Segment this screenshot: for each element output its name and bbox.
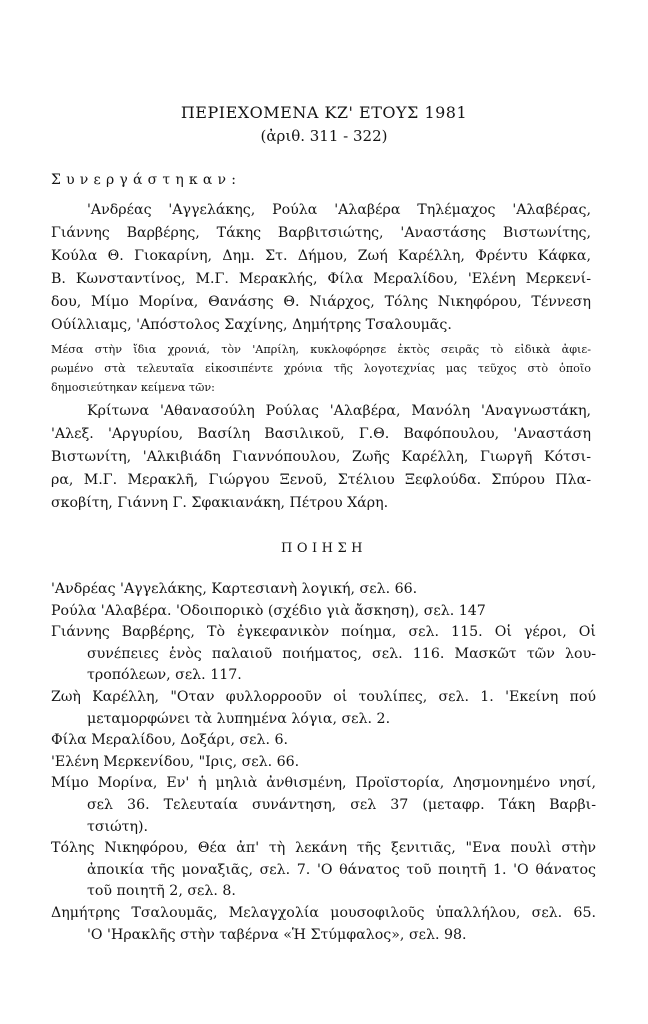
text-line: 'Ανδρέας 'Αγγελάκης, Ρούλα 'Αλαβέρα Τηλέμαχος 'Αλαβέρας,	[87, 202, 591, 218]
text-line: Κρίτωνα 'Αθανασούλη Ρούλας 'Αλαβέρα, Μανόλη 'Αναγνωστάκη,	[87, 403, 591, 419]
issue-range: (ἀριθ. 311 - 322)	[260, 127, 388, 145]
entry-line: Τόλης Νικηφόρου, Θέα ἀπ' τὴ λεκάνη τῆς ξενιτιᾶς, "Ενα πουλὶ στὴν	[51, 840, 596, 857]
text-line: 'Αλεξ. 'Αργυρίου, Βασίλη Βασιλικοῦ, Γ.Θ. Βαφόπουλου, 'Αναστάση	[51, 426, 591, 442]
text-line: Ούίλλιαμς, 'Απόστολος Σαχίνης, Δημήτρης Τσαλουμᾶς.	[51, 317, 452, 333]
page-title: ΠΕΡΙΕΧΟΜΕΝΑ ΚΖ' ΕΤΟΥΣ 1981	[180, 103, 468, 122]
text-line: Μέσα στὴν ἴδια χρονιά, τὸν 'Απρίλη, κυκλοφόρησε ἐκτὸς σειρᾶς τὸ εἰδικὰ ἀφιε-	[51, 343, 591, 356]
entry-line: τροπόλεων, σελ. 117.	[87, 667, 242, 684]
text-line: ρωμένο στὰ τελευταῖα εἰκοσιπέντε χρόνια τῆς λογοτεχνίας μας τεῦχος στὸ ὁποῖο	[51, 362, 591, 375]
text-line: ρα, Μ.Γ. Μερακλῆ, Γιώργου Ξενοῦ, Στέλιου Ξεφλούδα. Σπύρου Πλα-	[51, 472, 591, 488]
entry-line: Ρούλα 'Αλαβέρα. 'Οδοιπορικὸ (σχέδιο γιὰ ἄσκηση), σελ. 147	[51, 602, 486, 619]
text-line: Γιάννης Βαρβέρης, Τάκης Βαρβιτσιώτης, 'Αναστάσης Βιστωνίτης,	[51, 225, 591, 241]
entry-line: 'Ελένη Μερκενίδου, "Ιρις, σελ. 66.	[51, 753, 300, 770]
entry-line: τοῦ ποιητῆ 2, σελ. 8.	[87, 883, 236, 900]
text-line: σκοβίτη, Γιάννη Γ. Σφακιανάκη, Πέτρου Χάρη.	[51, 495, 389, 511]
text-line: Β. Κωνσταντίνος, Μ.Γ. Μερακλής, Φίλα Μεραλίδου, 'Ελένη Μερκενί-	[51, 271, 591, 287]
entry-line: Γιάννης Βαρβέρης, Τὸ ἐγκεφανικὸν ποίημα, σελ. 115. Οἱ γέροι, Οἱ	[51, 624, 596, 641]
special-issue-note	[51, 340, 591, 397]
entry-line: Δημήτρης Τσαλουμᾶς, Μελαγχολία μουσοφιλοῦς ὑπαλλήλου, σελ. 65.	[51, 904, 596, 921]
special-issue-contributors	[51, 400, 591, 515]
text-line: Κούλα Θ. Γιοκαρίνη, Δημ. Στ. Δήμου, Ζωή Καρέλλη, Φρέντυ Κάφκα,	[51, 248, 591, 264]
contributors-paragraph	[51, 199, 591, 337]
entry-line: συνέπειες ἑνὸς παλαιοῦ ποιήματος, σελ. 116. Μασκῶτ τῶν λου-	[87, 645, 596, 662]
entry-line: τσιώτη).	[87, 818, 149, 835]
entry-line: Φίλα Μεραλίδου, Δοξάρι, σελ. 6.	[51, 732, 289, 749]
entry-line: 'Ο 'Ηρακλῆς στὴν ταβέρνα «Ἡ Στύμφαλος», σελ. 98.	[87, 926, 467, 943]
contributors-label: Συνεργάστηκαν:	[51, 172, 242, 188]
entry-line: Ζωὴ Καρέλλη, "Οταν φυλλορροοῦν οἱ τουλίπες, σελ. 1. 'Εκείνη πού	[51, 688, 596, 705]
entry-line: σελ 36. Τελευταία συνάντηση, σελ 37 (μεταφρ. Τάκη Βαρβι-	[87, 796, 596, 813]
poetry-heading: ΠΟΙΗΣΗ	[281, 541, 367, 556]
poetry-entries	[51, 579, 596, 946]
text-line: Βιστωνίτη, 'Αλκιβιάδη Γιαννόπουλου, Ζωῆς Καρέλλη, Γιωργῆ Κότσι-	[51, 449, 591, 465]
entry-line: 'Ανδρέας 'Αγγελάκης, Καρτεσιανὴ λογική, σελ. 66.	[51, 581, 418, 597]
text-line: δου, Μίμο Μορίνα, Θανάσης Θ. Νιάρχος, Τόλης Νικηφόρου, Τέννεση	[51, 294, 591, 310]
entry-line: μεταμορφώνει τὰ λυπημένα λόγια, σελ. 2.	[87, 710, 391, 727]
entry-line: ἀποικία τῆς μοναξιᾶς, σελ. 7. 'Ο θάνατος τοῦ ποιητῆ 1. 'Ο θάνατος	[87, 861, 596, 878]
text-line: δημοσιεύτηκαν κείμενα τῶν:	[51, 381, 215, 394]
entry-line: Μίμο Μορίνα, Εν' ἡ μηλιὰ ἀνθισμένη, Προϊστορία, Λησμονημένο νησί,	[51, 775, 596, 792]
